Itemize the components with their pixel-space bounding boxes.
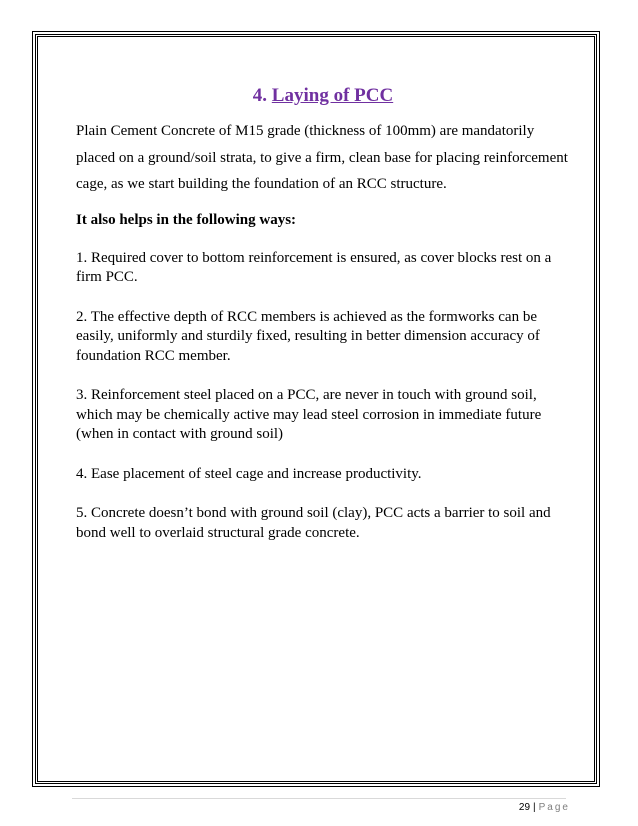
section-heading (76, 84, 570, 108)
list-item: 3. Reinforcement steel placed on a PCC, are never in touch with ground soil, which may be chemically active may lead steel corrosion in immediate future (when in contact with ground soil) (76, 387, 542, 442)
footer-separator: | (533, 802, 536, 813)
list-item: 2. The effective depth of RCC members is achieved as the formworks can be easily, uniformly and sturdily fixed, resulting in better dimension accuracy of foundation RCC member. (76, 308, 540, 364)
page-content (76, 84, 570, 563)
heading-number: 4. (252, 85, 268, 106)
page-footer (519, 802, 570, 813)
list-subheading: It also helps in the following ways: (76, 211, 297, 228)
list-item: 5. Concrete doesn’t bond with ground soil (clay), PCC acts a barrier to soil and bond well to overlaid structural grade concrete. (76, 505, 551, 541)
footer-divider (72, 798, 566, 799)
list-item: 1. Required cover to bottom reinforcement is ensured, as cover blocks rest on a firm PCC. (76, 249, 552, 285)
list-item: 4. Ease placement of steel cage and increase productivity. (76, 465, 422, 482)
page-number: 29 (518, 802, 531, 813)
heading-title: Laying of PCC (271, 85, 394, 106)
page-word: Page (538, 802, 570, 813)
intro-paragraph: Plain Cement Concrete of M15 grade (thickness of 100mm) are mandatorily placed on a ground/soil strata, to give a firm, clean base for placing reinforcement cage, as we start building the foundation of an RCC structure. (76, 123, 568, 192)
